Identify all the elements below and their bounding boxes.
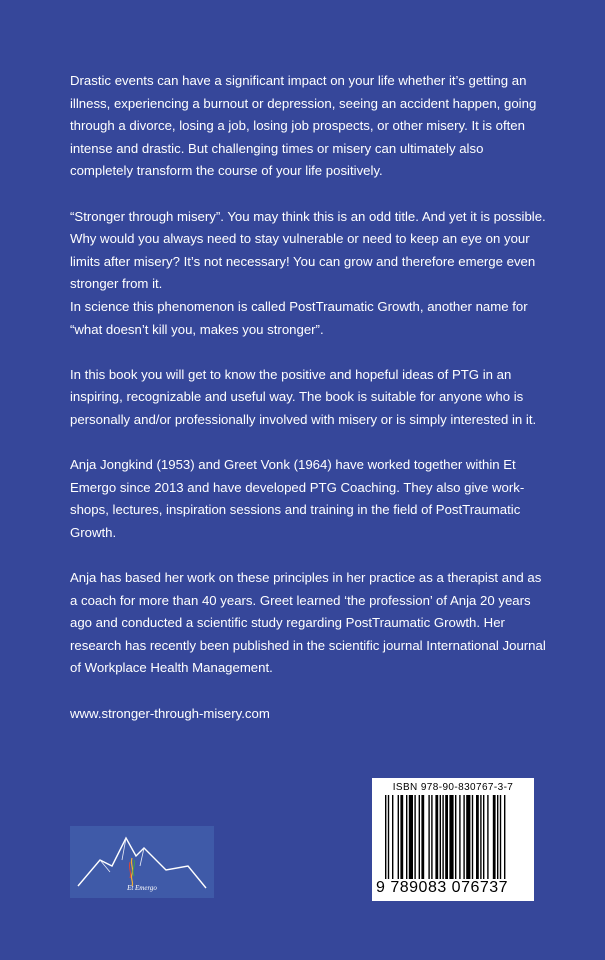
paragraph-intro (70, 70, 550, 183)
paragraph-line: In this book you will get to know the positive and hopeful ideas of PTG in an inspiring, recognizable and useful way. The book is suitable for anyone who is personally and/or professionally involved with misery or is simply interested in it. (70, 366, 537, 427)
paragraph-line: Anja Jongkind (1953) and Greet Vonk (1964) have worked together within Et Emergo since 2013 and have developed PTG Coaching. They also give work-shops, lectures, inspiration sessions and training in the field of PostTraumatic Growth. (70, 457, 525, 540)
paragraph-line: Anja has based her work on these principles in her practice as a therapist and as a coach for more than 40 years. Greet learned ‘the profession’ of Anja 20 years ago and conducted a scientific study regarding PostTraumatic Growth. Her research has recently been published in the scientific journal International Journal of Workplace Health Management. (70, 570, 546, 676)
paragraph-title-explanation (70, 206, 550, 342)
isbn-label: ISBN 978-90-830767-3-7 (392, 782, 514, 793)
paragraph-line: Why would you always need to stay vulnerable or need to keep an eye on your limits after misery? It’s not necessary! You can grow and therefore emerge even stronger from it. (70, 231, 536, 292)
paragraph-line: Drastic events can have a significant impact on your life whether it’s getting an illness, experiencing a burnout or depression, seeing an accident happen, going through a divorce, losing a job, losing job prospects, or other misery. It is often intense and drastic. But challenging times or misery can ultimately also completely transform the course of your life positively. (70, 73, 537, 179)
paragraph-line: In science this phenomenon is called PostTraumatic Growth, another name for “what doesn’t kill you, makes you stronger”. (70, 298, 528, 337)
et-emergo-logo (70, 826, 214, 898)
barcode-digits: 9 789083 076737 (376, 879, 509, 896)
logo-label: Et Emergo (127, 884, 157, 892)
isbn-barcode (372, 778, 534, 901)
paragraph-author-background (70, 567, 550, 680)
paragraph-authors (70, 454, 550, 544)
paragraph-book-description (70, 364, 550, 432)
back-cover-text (70, 70, 550, 725)
paragraph-line: “Stronger through misery”. You may think this is an odd title. And yet it is possible. (70, 208, 546, 224)
barcode-bars (385, 795, 525, 879)
website-url: www.stronger-through-misery.com (70, 705, 270, 721)
